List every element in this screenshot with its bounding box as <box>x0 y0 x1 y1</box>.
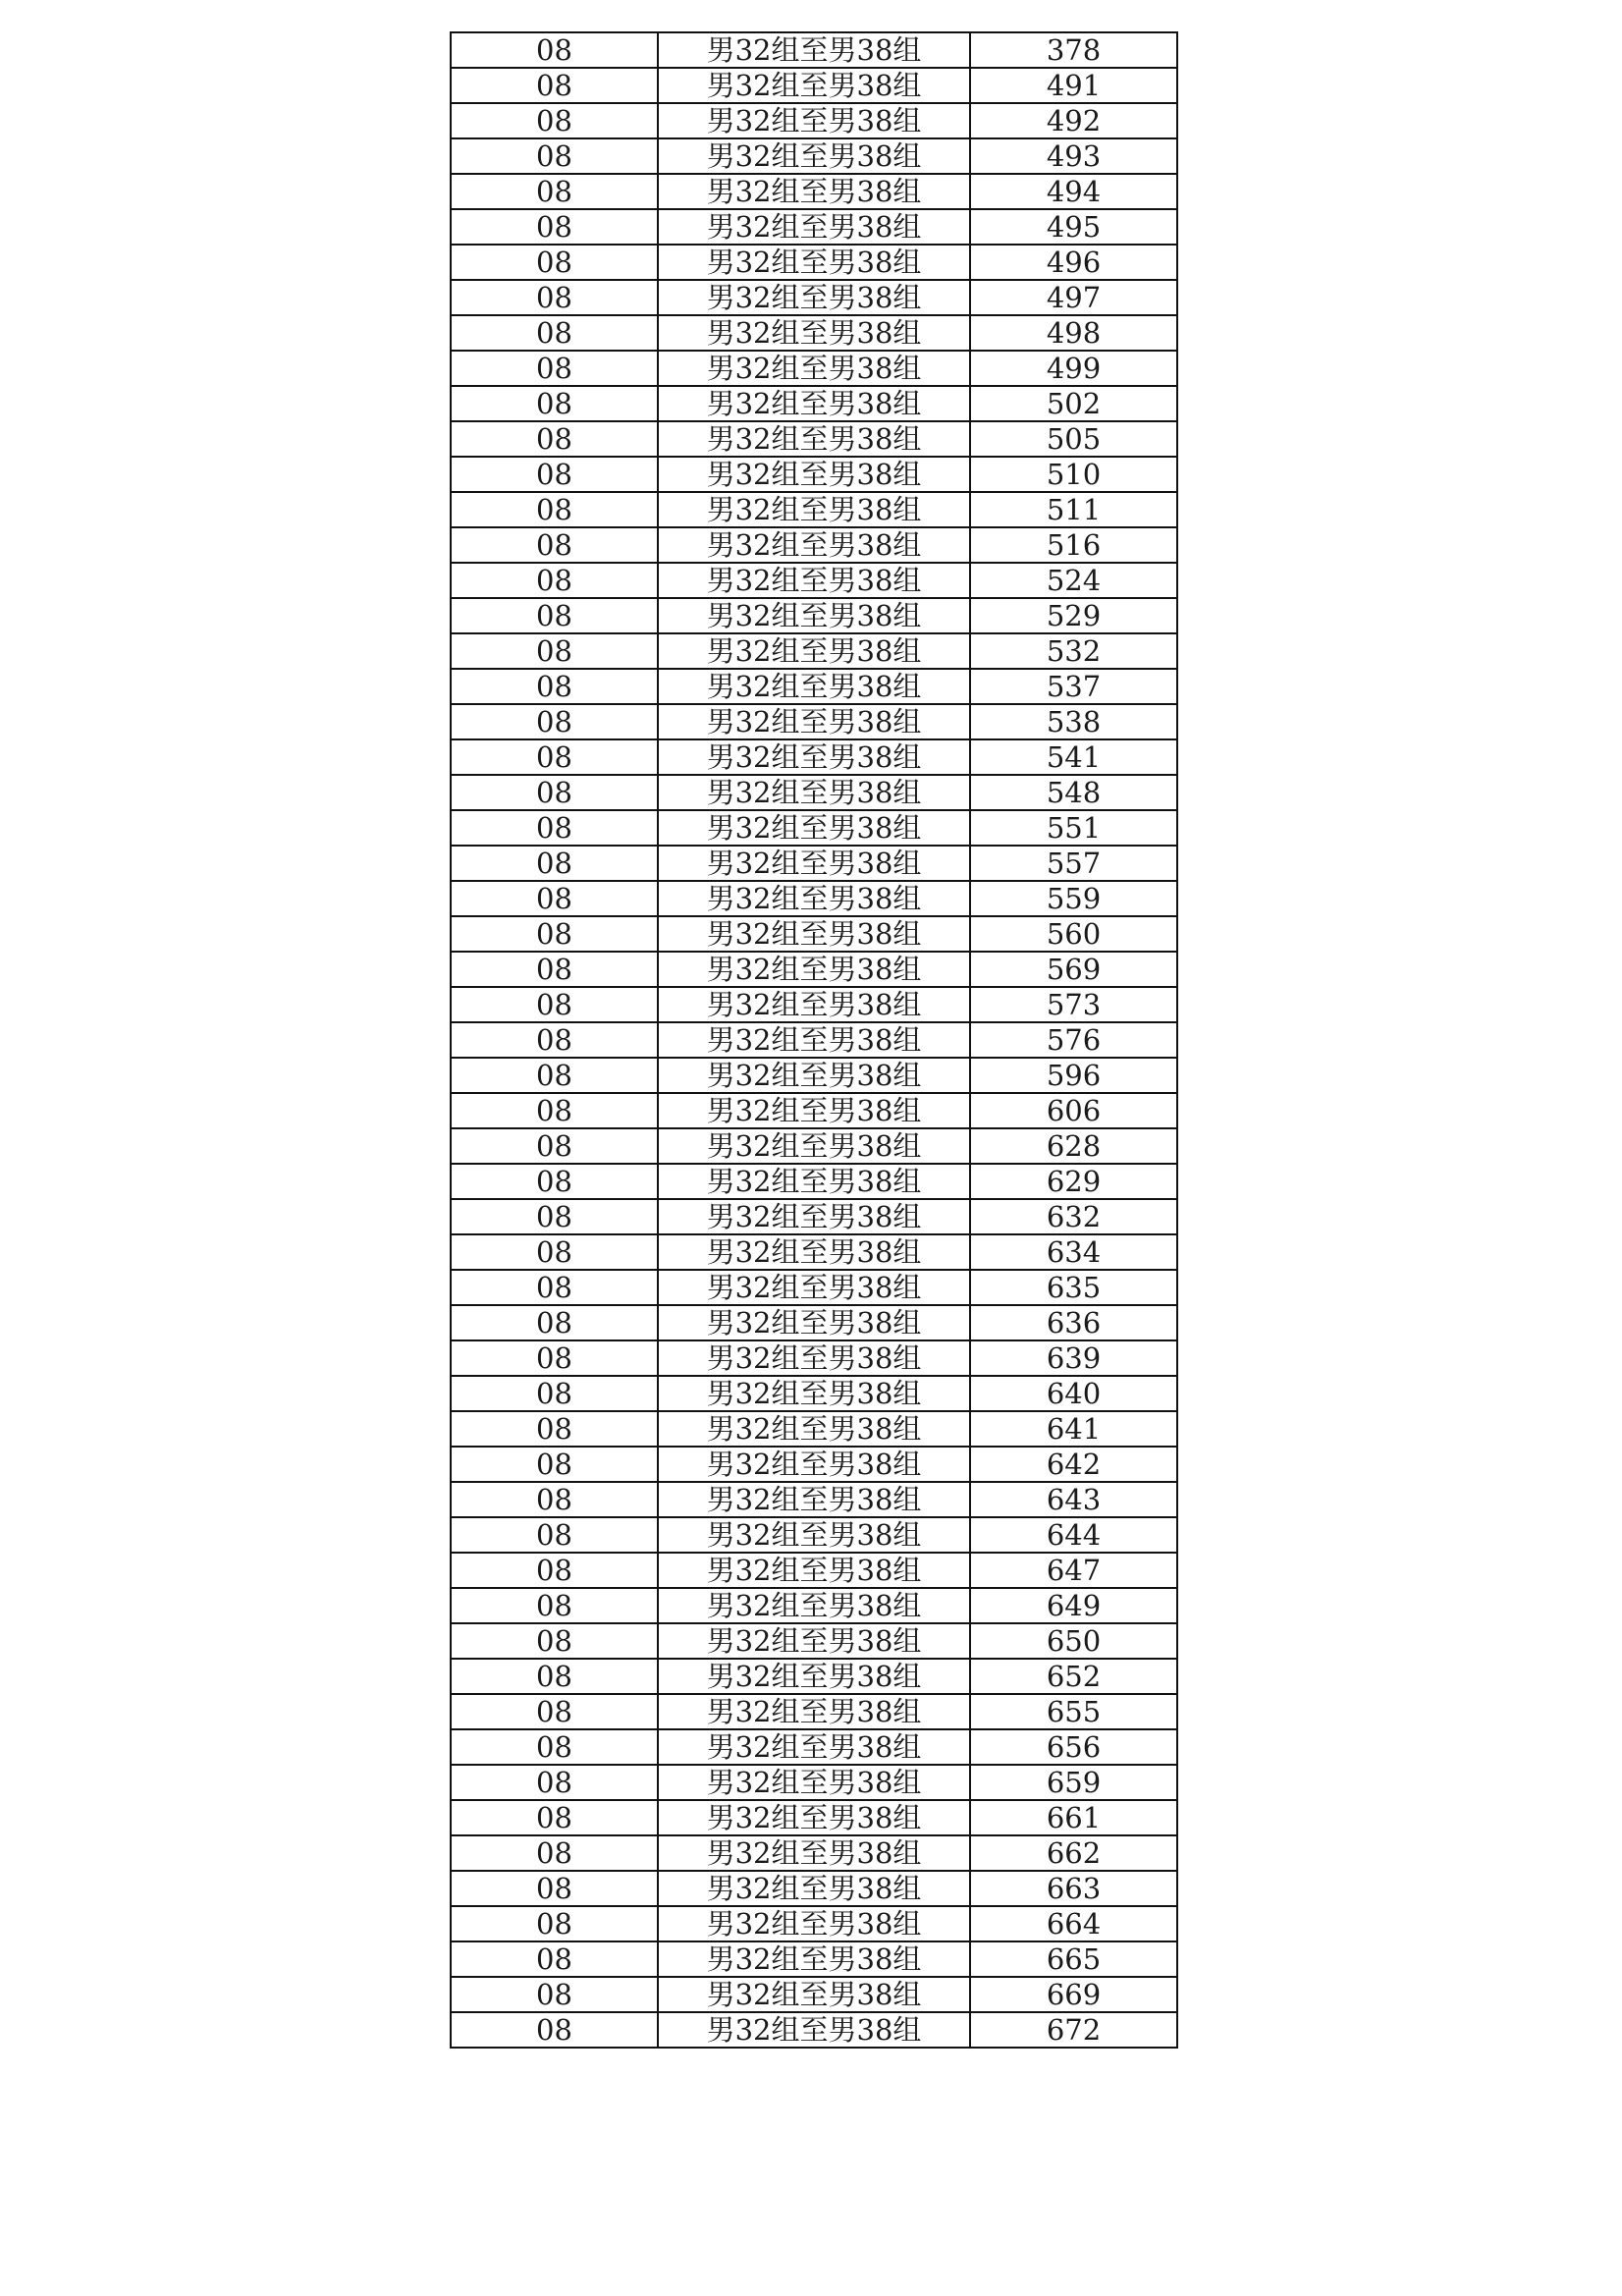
group-cell: 男32组至男38组 <box>658 1800 970 1835</box>
group-cell: 男32组至男38组 <box>658 421 970 457</box>
group-cell: 男32组至男38组 <box>658 1199 970 1234</box>
number-cell: 510 <box>970 457 1177 492</box>
table-row <box>451 315 1177 351</box>
number-cell: 663 <box>970 1871 1177 1906</box>
group-cell: 男32组至男38组 <box>658 1376 970 1411</box>
number-cell: 529 <box>970 598 1177 633</box>
table-row <box>451 1482 1177 1517</box>
code-cell: 08 <box>451 1941 658 1977</box>
code-cell: 08 <box>451 739 658 775</box>
code-cell: 08 <box>451 103 658 138</box>
group-cell: 男32组至男38组 <box>658 32 970 68</box>
group-cell: 男32组至男38组 <box>658 209 970 245</box>
group-cell: 男32组至男38组 <box>658 739 970 775</box>
code-cell: 08 <box>451 245 658 280</box>
number-cell: 644 <box>970 1517 1177 1553</box>
group-cell: 男32组至男38组 <box>658 598 970 633</box>
group-cell: 男32组至男38组 <box>658 1765 970 1800</box>
number-cell: 642 <box>970 1447 1177 1482</box>
number-cell: 650 <box>970 1623 1177 1659</box>
number-cell: 569 <box>970 952 1177 987</box>
table-row <box>451 563 1177 598</box>
code-cell: 08 <box>451 1835 658 1871</box>
table-row <box>451 1164 1177 1199</box>
table-row <box>451 245 1177 280</box>
group-cell: 男32组至男38组 <box>658 492 970 527</box>
code-cell: 08 <box>451 421 658 457</box>
group-cell: 男32组至男38组 <box>658 1977 970 2012</box>
table-row <box>451 1906 1177 1941</box>
table-row <box>451 1694 1177 1729</box>
group-cell: 男32组至男38组 <box>658 1729 970 1765</box>
code-cell: 08 <box>451 32 658 68</box>
group-cell: 男32组至男38组 <box>658 280 970 315</box>
number-cell: 632 <box>970 1199 1177 1234</box>
code-cell: 08 <box>451 669 658 704</box>
number-cell: 606 <box>970 1093 1177 1128</box>
table-row <box>451 68 1177 103</box>
number-cell: 511 <box>970 492 1177 527</box>
table-row <box>451 1447 1177 1482</box>
group-cell: 男32组至男38组 <box>658 1906 970 1941</box>
group-cell: 男32组至男38组 <box>658 633 970 669</box>
code-cell: 08 <box>451 174 658 209</box>
table-row <box>451 174 1177 209</box>
group-cell: 男32组至男38组 <box>658 1871 970 1906</box>
group-cell: 男32组至男38组 <box>658 810 970 846</box>
code-cell: 08 <box>451 1765 658 1800</box>
table-row <box>451 103 1177 138</box>
code-cell: 08 <box>451 1376 658 1411</box>
table-body <box>451 32 1177 2048</box>
table-row <box>451 1765 1177 1800</box>
code-cell: 08 <box>451 1623 658 1659</box>
number-cell: 655 <box>970 1694 1177 1729</box>
group-cell: 男32组至男38组 <box>658 1340 970 1376</box>
table-row <box>451 1376 1177 1411</box>
group-cell: 男32组至男38组 <box>658 457 970 492</box>
group-cell: 男32组至男38组 <box>658 1694 970 1729</box>
number-cell: 548 <box>970 775 1177 810</box>
number-cell: 662 <box>970 1835 1177 1871</box>
table-row <box>451 846 1177 881</box>
code-cell: 08 <box>451 457 658 492</box>
group-cell: 男32组至男38组 <box>658 1447 970 1482</box>
code-cell: 08 <box>451 1234 658 1270</box>
number-cell: 532 <box>970 633 1177 669</box>
table-row <box>451 386 1177 421</box>
number-cell: 499 <box>970 351 1177 386</box>
number-cell: 635 <box>970 1270 1177 1305</box>
number-cell: 524 <box>970 563 1177 598</box>
group-cell: 男32组至男38组 <box>658 704 970 739</box>
data-table <box>450 31 1178 2049</box>
table-row <box>451 1058 1177 1093</box>
code-cell: 08 <box>451 952 658 987</box>
group-cell: 男32组至男38组 <box>658 1588 970 1623</box>
group-cell: 男32组至男38组 <box>658 527 970 563</box>
group-cell: 男32组至男38组 <box>658 351 970 386</box>
number-cell: 661 <box>970 1800 1177 1835</box>
code-cell: 08 <box>451 1517 658 1553</box>
number-cell: 665 <box>970 1941 1177 1977</box>
group-cell: 男32组至男38组 <box>658 987 970 1022</box>
group-cell: 男32组至男38组 <box>658 1128 970 1164</box>
table-row <box>451 1128 1177 1164</box>
code-cell: 08 <box>451 704 658 739</box>
table-row <box>451 1941 1177 1977</box>
number-cell: 492 <box>970 103 1177 138</box>
table-row <box>451 1517 1177 1553</box>
code-cell: 08 <box>451 810 658 846</box>
group-cell: 男32组至男38组 <box>658 1623 970 1659</box>
number-cell: 639 <box>970 1340 1177 1376</box>
table-row <box>451 209 1177 245</box>
code-cell: 08 <box>451 1164 658 1199</box>
number-cell: 538 <box>970 704 1177 739</box>
code-cell: 08 <box>451 1871 658 1906</box>
code-cell: 08 <box>451 1694 658 1729</box>
code-cell: 08 <box>451 1128 658 1164</box>
number-cell: 647 <box>970 1553 1177 1588</box>
table-row <box>451 1871 1177 1906</box>
group-cell: 男32组至男38组 <box>658 1835 970 1871</box>
group-cell: 男32组至男38组 <box>658 1234 970 1270</box>
table-row <box>451 138 1177 174</box>
number-cell: 659 <box>970 1765 1177 1800</box>
number-cell: 640 <box>970 1376 1177 1411</box>
table-row <box>451 1270 1177 1305</box>
code-cell: 08 <box>451 527 658 563</box>
code-cell: 08 <box>451 1800 658 1835</box>
group-cell: 男32组至男38组 <box>658 386 970 421</box>
number-cell: 596 <box>970 1058 1177 1093</box>
table-row <box>451 633 1177 669</box>
table-row <box>451 1977 1177 2012</box>
table-row <box>451 527 1177 563</box>
number-cell: 537 <box>970 669 1177 704</box>
code-cell: 08 <box>451 492 658 527</box>
group-cell: 男32组至男38组 <box>658 1553 970 1588</box>
table-row <box>451 1340 1177 1376</box>
table-row <box>451 810 1177 846</box>
group-cell: 男32组至男38组 <box>658 846 970 881</box>
table-row <box>451 1659 1177 1694</box>
group-cell: 男32组至男38组 <box>658 2012 970 2048</box>
table-row <box>451 669 1177 704</box>
code-cell: 08 <box>451 987 658 1022</box>
table-row <box>451 1093 1177 1128</box>
code-cell: 08 <box>451 138 658 174</box>
number-cell: 557 <box>970 846 1177 881</box>
number-cell: 495 <box>970 209 1177 245</box>
number-cell: 559 <box>970 881 1177 916</box>
group-cell: 男32组至男38组 <box>658 174 970 209</box>
code-cell: 08 <box>451 2012 658 2048</box>
code-cell: 08 <box>451 563 658 598</box>
group-cell: 男32组至男38组 <box>658 245 970 280</box>
number-cell: 634 <box>970 1234 1177 1270</box>
group-cell: 男32组至男38组 <box>658 1164 970 1199</box>
table-row <box>451 952 1177 987</box>
table-row <box>451 1729 1177 1765</box>
number-cell: 649 <box>970 1588 1177 1623</box>
number-cell: 551 <box>970 810 1177 846</box>
number-cell: 664 <box>970 1906 1177 1941</box>
code-cell: 08 <box>451 1270 658 1305</box>
code-cell: 08 <box>451 1729 658 1765</box>
number-cell: 378 <box>970 32 1177 68</box>
table-row <box>451 1553 1177 1588</box>
code-cell: 08 <box>451 1588 658 1623</box>
group-cell: 男32组至男38组 <box>658 138 970 174</box>
group-cell: 男32组至男38组 <box>658 1305 970 1340</box>
number-cell: 502 <box>970 386 1177 421</box>
code-cell: 08 <box>451 775 658 810</box>
code-cell: 08 <box>451 1447 658 1482</box>
number-cell: 672 <box>970 2012 1177 2048</box>
number-cell: 573 <box>970 987 1177 1022</box>
group-cell: 男32组至男38组 <box>658 1270 970 1305</box>
group-cell: 男32组至男38组 <box>658 1517 970 1553</box>
group-cell: 男32组至男38组 <box>658 563 970 598</box>
code-cell: 08 <box>451 1199 658 1234</box>
group-cell: 男32组至男38组 <box>658 952 970 987</box>
group-cell: 男32组至男38组 <box>658 1022 970 1058</box>
group-cell: 男32组至男38组 <box>658 1659 970 1694</box>
number-cell: 496 <box>970 245 1177 280</box>
number-cell: 629 <box>970 1164 1177 1199</box>
table-row <box>451 1234 1177 1270</box>
table-row <box>451 1022 1177 1058</box>
table-row <box>451 1588 1177 1623</box>
table-row <box>451 881 1177 916</box>
code-cell: 08 <box>451 1977 658 2012</box>
table-row <box>451 1800 1177 1835</box>
code-cell: 08 <box>451 1482 658 1517</box>
number-cell: 628 <box>970 1128 1177 1164</box>
table-row <box>451 457 1177 492</box>
code-cell: 08 <box>451 1022 658 1058</box>
number-cell: 669 <box>970 1977 1177 2012</box>
code-cell: 08 <box>451 1553 658 1588</box>
code-cell: 08 <box>451 1340 658 1376</box>
code-cell: 08 <box>451 1058 658 1093</box>
group-cell: 男32组至男38组 <box>658 68 970 103</box>
number-cell: 656 <box>970 1729 1177 1765</box>
code-cell: 08 <box>451 633 658 669</box>
group-cell: 男32组至男38组 <box>658 1482 970 1517</box>
group-cell: 男32组至男38组 <box>658 1093 970 1128</box>
group-cell: 男32组至男38组 <box>658 916 970 952</box>
number-cell: 560 <box>970 916 1177 952</box>
group-cell: 男32组至男38组 <box>658 1058 970 1093</box>
table-row <box>451 492 1177 527</box>
group-cell: 男32组至男38组 <box>658 315 970 351</box>
table-row <box>451 1199 1177 1234</box>
code-cell: 08 <box>451 881 658 916</box>
table-row <box>451 1835 1177 1871</box>
code-cell: 08 <box>451 1906 658 1941</box>
number-cell: 494 <box>970 174 1177 209</box>
number-cell: 497 <box>970 280 1177 315</box>
document-table-container <box>450 31 1176 2049</box>
table-row <box>451 704 1177 739</box>
table-row <box>451 2012 1177 2048</box>
table-row <box>451 598 1177 633</box>
table-row <box>451 1411 1177 1447</box>
number-cell: 541 <box>970 739 1177 775</box>
table-row <box>451 351 1177 386</box>
table-row <box>451 1305 1177 1340</box>
table-row <box>451 1623 1177 1659</box>
number-cell: 576 <box>970 1022 1177 1058</box>
table-row <box>451 280 1177 315</box>
number-cell: 652 <box>970 1659 1177 1694</box>
table-row <box>451 916 1177 952</box>
number-cell: 505 <box>970 421 1177 457</box>
number-cell: 636 <box>970 1305 1177 1340</box>
number-cell: 643 <box>970 1482 1177 1517</box>
group-cell: 男32组至男38组 <box>658 881 970 916</box>
table-row <box>451 739 1177 775</box>
group-cell: 男32组至男38组 <box>658 669 970 704</box>
code-cell: 08 <box>451 386 658 421</box>
code-cell: 08 <box>451 68 658 103</box>
code-cell: 08 <box>451 1093 658 1128</box>
code-cell: 08 <box>451 846 658 881</box>
code-cell: 08 <box>451 280 658 315</box>
number-cell: 641 <box>970 1411 1177 1447</box>
code-cell: 08 <box>451 315 658 351</box>
group-cell: 男32组至男38组 <box>658 103 970 138</box>
code-cell: 08 <box>451 1305 658 1340</box>
code-cell: 08 <box>451 351 658 386</box>
code-cell: 08 <box>451 916 658 952</box>
table-row <box>451 421 1177 457</box>
table-row <box>451 32 1177 68</box>
table-row <box>451 987 1177 1022</box>
table-row <box>451 775 1177 810</box>
code-cell: 08 <box>451 209 658 245</box>
number-cell: 493 <box>970 138 1177 174</box>
number-cell: 498 <box>970 315 1177 351</box>
code-cell: 08 <box>451 598 658 633</box>
code-cell: 08 <box>451 1411 658 1447</box>
group-cell: 男32组至男38组 <box>658 1941 970 1977</box>
group-cell: 男32组至男38组 <box>658 1411 970 1447</box>
number-cell: 491 <box>970 68 1177 103</box>
code-cell: 08 <box>451 1659 658 1694</box>
number-cell: 516 <box>970 527 1177 563</box>
group-cell: 男32组至男38组 <box>658 775 970 810</box>
